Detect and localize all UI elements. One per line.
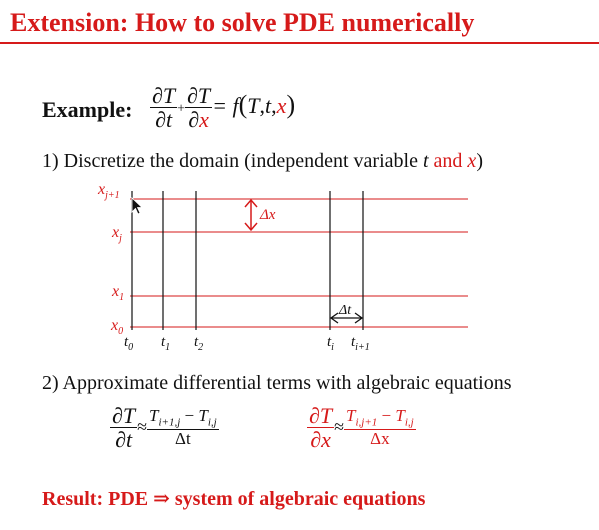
pde-rhs: = f(T,t,x) xyxy=(212,89,296,119)
x-label-ti: $t_i$ xyxy=(327,334,334,353)
y-label-xj1: $x_{j+1}$ xyxy=(98,181,120,201)
delta-t-label: Δt xyxy=(339,303,352,318)
mouse-cursor-icon xyxy=(132,198,142,214)
result-line: Result: PDE ⇒ system of algebraic equations xyxy=(42,488,426,510)
y-label-x1: $x_1$ xyxy=(112,283,125,303)
approx-space-derivative: $\frac{\partial T}{\partial x}$ ≈ $\frac{T_{i,j+1} - T_{i,j}}{\Delta x}$ xyxy=(309,403,414,453)
pde-dT-dt: $\frac{\partial T}{\partial t}$ xyxy=(152,83,176,133)
slide-title: Extension: How to solve PDE numerically xyxy=(10,8,475,37)
example-label: Example: xyxy=(42,97,133,122)
x-label-t1: $t_1$ xyxy=(161,334,171,353)
pde-equation: $\frac{\partial T}{\partial t}$ + $\frac{\partial T}{\partial x}$ = f(T,t,x) xyxy=(152,83,296,133)
x-label-ti1: $t_{i+1}$ xyxy=(351,334,370,353)
step1-text: 1) Discretize the domain (independent variable t and x) xyxy=(42,150,483,172)
delta-x-label: Δx xyxy=(260,207,276,223)
pde-dT-dx: $\frac{\partial T}{\partial x}$ xyxy=(187,83,211,133)
y-label-x0: $x_0$ xyxy=(111,317,124,337)
implies-arrow-icon: ⇒ xyxy=(153,488,170,510)
x-label-t0: $t_0$ xyxy=(124,334,134,353)
x-label-t2: $t_2$ xyxy=(194,334,204,353)
y-label-xj: $x_j$ xyxy=(112,224,122,244)
delta-x-arrow xyxy=(245,200,257,230)
approx-time-derivative: $\frac{\partial T}{\partial t}$ ≈ $\frac{T_{i+1,j} - T_{i,j}}{\Delta t}$ xyxy=(112,403,217,453)
step2-text: 2) Approximate differential terms with algebraic equations xyxy=(42,372,512,394)
